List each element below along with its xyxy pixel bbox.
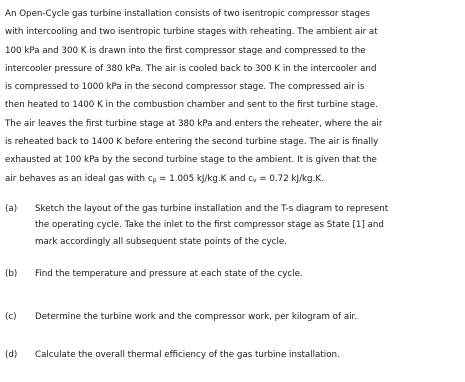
cv-subscript: v bbox=[253, 176, 257, 184]
question-line: Determine the turbine work and the compressor work, per kilogram of air. bbox=[35, 312, 358, 322]
intro-last-line bbox=[5, 170, 460, 188]
question-line: Calculate the overall thermal efficiency of the gas turbine installation. bbox=[35, 350, 340, 360]
question-label: (a) bbox=[5, 204, 18, 214]
intro-line: then heated to 1400 K in the combustion chamber and sent to the first turbine stage. bbox=[5, 100, 378, 111]
cp-value: = 1.005 kJ/kg.K and c bbox=[156, 173, 254, 184]
question-label: (c) bbox=[5, 312, 17, 322]
intro-line: is reheated back to 1400 K before entering the second turbine stage. The air is finally bbox=[5, 137, 379, 148]
question-line: Find the temperature and pressure at each state of the cycle. bbox=[35, 269, 303, 279]
question-line: mark accordingly all subsequent state points of the cycle. bbox=[35, 236, 287, 247]
question-text bbox=[35, 309, 460, 325]
problem-intro bbox=[5, 5, 460, 188]
intro-line: exhausted at 100 kPa by the second turbine stage to the ambient. It is given that the bbox=[5, 155, 377, 166]
intro-line: intercooler pressure of 380 kPa. The air is cooled back to 300 K in the intercooler and bbox=[5, 63, 377, 74]
question-label: (b) bbox=[5, 269, 18, 279]
intro-line: An Open-Cycle gas turbine installation consists of two isentropic compressor stages bbox=[5, 9, 370, 19]
question-text bbox=[35, 201, 460, 250]
intro-line: is compressed to 1000 kPa in the second compressor stage. The compressed air is bbox=[5, 82, 365, 93]
question-label: (d) bbox=[5, 350, 18, 360]
question-line: the operating cycle. Take the inlet to the first compressor stage as State [1] and bbox=[35, 220, 384, 231]
intro-line: with intercooling and two isentropic turbine stages with reheating. The ambient air at bbox=[5, 27, 378, 38]
intro-line: The air leaves the first turbine stage at 380 kPa and enters the reheater, where the air bbox=[5, 118, 383, 129]
cv-value: = 0.72 kJ/kg.K. bbox=[256, 173, 324, 184]
problem-statement bbox=[5, 5, 460, 188]
cp-subscript: p bbox=[152, 176, 157, 184]
gas-properties-prefix: air behaves as an ideal gas with c bbox=[5, 173, 153, 184]
question-text bbox=[35, 347, 460, 363]
question-text bbox=[35, 266, 460, 282]
question-line: Sketch the layout of the gas turbine installation and the T-s diagram to represent bbox=[35, 204, 389, 214]
intro-line: 100 kPa and 300 K is drawn into the first compressor stage and compressed to the bbox=[5, 45, 366, 56]
